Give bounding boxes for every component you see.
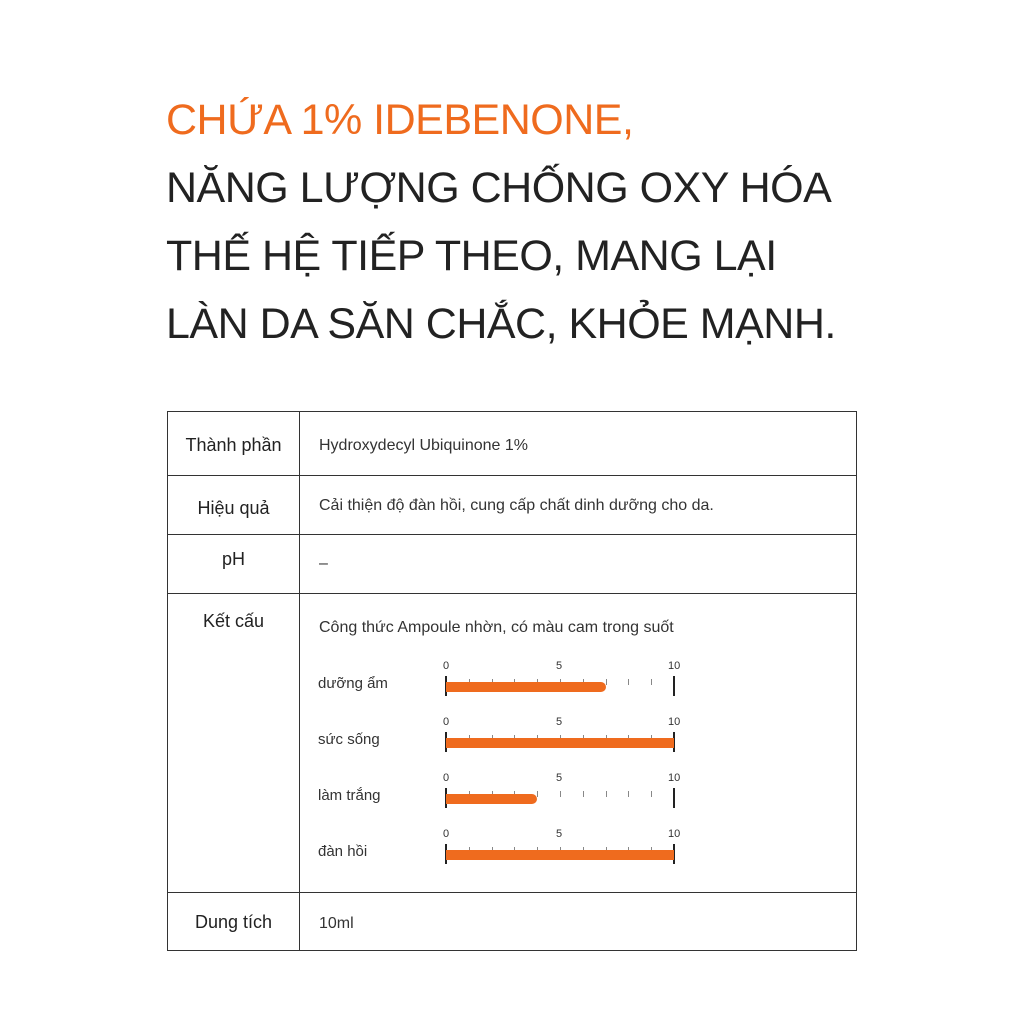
row-texture (168, 594, 856, 893)
headline (166, 86, 946, 358)
scale-max: 10 (668, 716, 681, 728)
row-ph (168, 535, 856, 594)
effect-label: Hiệu quả (197, 498, 270, 518)
volume-label: Dung tích (194, 912, 273, 932)
ph-value: – (319, 555, 328, 572)
texture-value: Công thức Ampoule nhờn, có màu cam trong suốt (319, 619, 674, 636)
scale-max: 10 (668, 660, 681, 672)
ingredient-label: Thành phần (185, 435, 282, 455)
gauge-whitening (318, 772, 698, 812)
gauge-track (446, 682, 674, 692)
row-ingredient (168, 412, 856, 476)
gauge-label: sức sống (318, 731, 380, 748)
volume-value: 10ml (319, 915, 354, 932)
spec-table (167, 411, 857, 951)
gauge-fill (446, 794, 537, 804)
row-volume (168, 893, 856, 950)
gauge-fill (446, 682, 606, 692)
scale-max: 10 (668, 772, 681, 784)
gauge-vitality (318, 716, 698, 756)
scale-min: 0 (443, 716, 450, 728)
scale-max: 10 (668, 828, 681, 840)
scale-mid: 5 (556, 716, 563, 728)
gauge-track (446, 794, 674, 804)
gauge-elasticity (318, 828, 698, 868)
gauge-moisture (318, 660, 698, 700)
scale-min: 0 (443, 660, 450, 672)
gauge-label: làm trắng (318, 787, 381, 804)
scale-mid: 5 (556, 660, 563, 672)
row-effect (168, 476, 856, 535)
gauge-fill (446, 738, 674, 748)
gauge-label: đàn hồi (318, 843, 368, 860)
ph-label: pH (221, 549, 245, 569)
ingredient-value: Hydroxydecyl Ubiquinone 1% (319, 437, 528, 454)
gauge-label: dưỡng ẩm (318, 675, 388, 692)
headline-line-2: NĂNG LƯỢNG CHỐNG OXY HÓA (166, 164, 832, 212)
scale-mid: 5 (556, 828, 563, 840)
gauge-track (446, 738, 674, 748)
effect-value: Cải thiện độ đàn hồi, cung cấp chất dinh dưỡng cho da. (319, 497, 714, 514)
scale-min: 0 (443, 828, 450, 840)
headline-line-3: THẾ HỆ TIẾP THEO, MANG LẠI (166, 232, 777, 280)
headline-line-4: LÀN DA SĂN CHẮC, KHỎE MẠNH. (166, 300, 836, 348)
headline-line-1: CHỨA 1% IDEBENONE, (166, 96, 634, 144)
gauge-fill (446, 850, 674, 860)
gauge-track (446, 850, 674, 860)
scale-mid: 5 (556, 772, 563, 784)
scale-min: 0 (443, 772, 450, 784)
texture-label: Kết cấu (202, 611, 265, 631)
